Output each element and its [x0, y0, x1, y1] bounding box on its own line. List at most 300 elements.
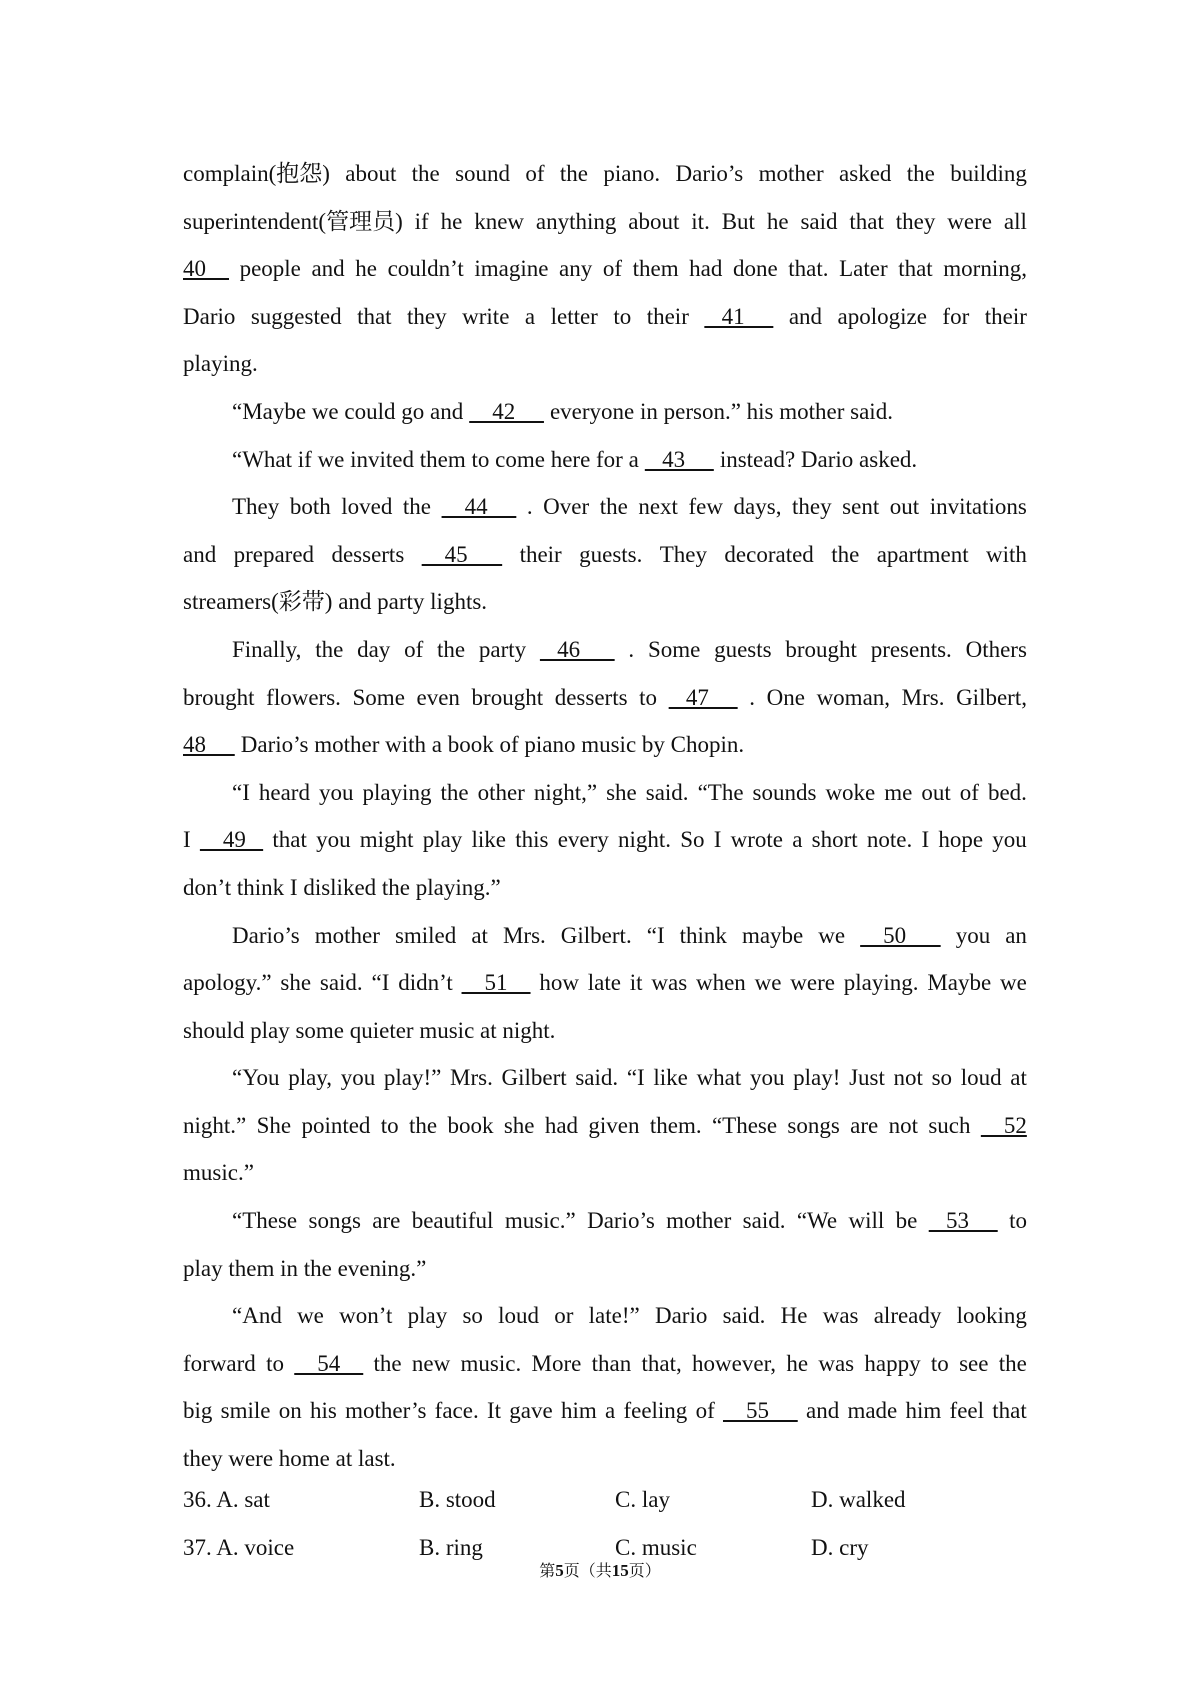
- footer-middle: 页（共: [563, 1561, 612, 1580]
- passage-word: decorated: [724, 541, 814, 567]
- passage-word: had: [544, 1112, 579, 1138]
- passage-word: other: [477, 779, 525, 805]
- passage-word: brought: [471, 684, 544, 710]
- passage-word: mother’s: [345, 1398, 427, 1424]
- passage-word: you: [340, 1065, 376, 1091]
- passage-word: it: [629, 970, 643, 996]
- answer-blank: 44: [441, 494, 517, 520]
- passage-word: the: [411, 161, 440, 186]
- passage-word: to: [930, 1350, 949, 1376]
- passage-word: to: [613, 303, 632, 329]
- passage-line: [183, 578, 1027, 626]
- passage-word: he: [355, 256, 377, 282]
- passage-word: they: [407, 303, 447, 329]
- passage-word: the: [409, 1112, 438, 1138]
- passage-word: are: [850, 1112, 879, 1138]
- passage-word: Finally,: [232, 636, 302, 662]
- passage-word: out: [889, 494, 920, 520]
- passage-word: hope: [938, 827, 984, 853]
- passage-word: Dario’s mother with a book of piano music by Chopin.: [240, 732, 745, 758]
- passage-word: night.: [617, 827, 672, 853]
- passage-word: the: [373, 1350, 402, 1376]
- passage-line: [183, 436, 1027, 484]
- passage-line: [183, 1197, 1027, 1245]
- answer-blank: 46: [539, 636, 615, 662]
- passage-word: for: [942, 303, 970, 329]
- passage-word: the: [315, 636, 344, 662]
- passage-line: [183, 340, 1027, 388]
- passage-word: with: [986, 541, 1027, 567]
- passage-word: “These: [232, 1208, 298, 1234]
- passage-word: on: [278, 1398, 302, 1424]
- passage-word: One: [766, 684, 805, 710]
- passage-word: were: [947, 208, 992, 234]
- passage-word: “And: [232, 1303, 282, 1329]
- passage-word: given: [588, 1112, 640, 1138]
- passage-word: Dario’s: [587, 1208, 655, 1234]
- passage-word: they: [792, 494, 832, 520]
- passage-word: play them in the evening.”: [183, 1255, 427, 1281]
- passage-word: him: [905, 1398, 942, 1424]
- passage-word: desserts: [331, 541, 405, 567]
- passage-word: to: [639, 684, 658, 710]
- passage-word: at: [1010, 1065, 1027, 1091]
- answer-blank: 54: [294, 1350, 364, 1376]
- passage-word: Others: [965, 636, 1027, 662]
- passage-word: she: [503, 1112, 535, 1138]
- passage-word: desserts: [554, 684, 628, 710]
- passage-word: “What if we invited them to come here for a: [232, 446, 639, 472]
- passage-word: brought: [183, 684, 255, 710]
- passage-word: Mrs.: [901, 684, 945, 710]
- passage-word: if: [414, 208, 429, 234]
- passage-word: not: [893, 1065, 923, 1091]
- passage-word: Maybe: [927, 970, 992, 996]
- passage-word: So: [680, 827, 705, 853]
- passage-word: letter: [550, 303, 598, 329]
- passage-line: [183, 483, 1027, 531]
- passage-word: She: [256, 1112, 292, 1138]
- passage-word: Dario’s: [232, 922, 300, 948]
- passage-word: they: [895, 208, 936, 234]
- passage-word: instead? Dario asked.: [719, 446, 918, 472]
- passage-word: playing: [362, 779, 432, 805]
- passage-line: [183, 1292, 1027, 1340]
- passage-line: [183, 1149, 1027, 1197]
- footer-page-number: 5: [555, 1561, 564, 1580]
- passage-word: people: [239, 256, 301, 282]
- passage-word: loud: [960, 1065, 1002, 1091]
- passage-word: short: [811, 827, 858, 853]
- passage-word: days,: [733, 494, 782, 520]
- passage-word: book: [447, 1112, 494, 1138]
- passage-line: [183, 816, 1027, 864]
- passage-word: loved: [341, 494, 393, 520]
- passage-word: don’t think I disliked the playing.”: [183, 874, 501, 900]
- passage-word: we: [818, 922, 846, 948]
- footer-total-pages: 15: [611, 1561, 629, 1580]
- passage-word: smiled: [394, 922, 457, 948]
- passage-word: of: [602, 256, 623, 282]
- passage-word: done: [732, 256, 778, 282]
- passage-word: mother: [758, 161, 824, 186]
- passage-word: Mrs.: [450, 1065, 493, 1091]
- passage-word: the: [559, 161, 588, 186]
- passage-word: brought: [785, 636, 857, 662]
- passage-word: their: [519, 541, 562, 567]
- passage-word: bed.: [987, 779, 1027, 805]
- option-row: [183, 1476, 1027, 1524]
- passage-word: we: [297, 1303, 324, 1329]
- passage-word: Dario’s: [675, 161, 744, 186]
- passage-word: so: [931, 1065, 953, 1091]
- passage-word: smile: [220, 1398, 271, 1424]
- passage-word: that.: [788, 256, 829, 282]
- passage-word: Dario: [183, 303, 236, 329]
- passage-word: like: [653, 1065, 688, 1091]
- passage-word: gave: [509, 1398, 553, 1424]
- passage-word: superintendent(管理员): [183, 208, 403, 234]
- passage-word: should play some quieter music at night.: [183, 1017, 556, 1043]
- passage-word: them.: [649, 1112, 702, 1138]
- passage-word: loud: [498, 1303, 540, 1329]
- passage-line: [183, 198, 1027, 246]
- passage-word: apologize: [837, 303, 927, 329]
- passage-word: such: [928, 1112, 971, 1138]
- option-d: D. walked: [811, 1487, 906, 1512]
- passage-word: any: [559, 256, 593, 282]
- passage-word: we: [754, 970, 782, 996]
- passage-word: I: [183, 827, 191, 853]
- passage-word: piano.: [603, 161, 661, 186]
- passage-word: “The: [697, 779, 744, 805]
- passage-line: [183, 1102, 1027, 1150]
- passage-word: They: [659, 541, 708, 567]
- passage-word: I: [921, 827, 930, 853]
- passage-word: late!”: [588, 1303, 640, 1329]
- passage-word: that: [992, 1398, 1027, 1424]
- passage-word: “I: [626, 1065, 645, 1091]
- passage-word: will: [848, 1208, 885, 1234]
- passage-word: guests.: [579, 541, 643, 567]
- passage-word: play!”: [383, 1065, 442, 1091]
- passage-word: all: [1003, 208, 1027, 234]
- passage-word: their: [984, 303, 1027, 329]
- passage-word: songs: [308, 1208, 361, 1234]
- passage-word: be: [895, 1208, 918, 1234]
- passage-word: “I: [371, 970, 390, 996]
- passage-word: that,: [641, 1350, 682, 1376]
- passage-word: it.: [691, 208, 710, 234]
- passage-word: are: [372, 1208, 401, 1234]
- passage-word: and: [805, 1398, 840, 1424]
- passage-word: were: [790, 970, 835, 996]
- passage-word: Gilbert: [501, 1065, 567, 1091]
- passage-word: you: [992, 827, 1027, 853]
- passage-word: morning,: [943, 256, 1027, 282]
- passage-word: that: [357, 303, 392, 329]
- passage-line: [183, 864, 1027, 912]
- passage-word: than: [591, 1350, 632, 1376]
- passage-line: [183, 769, 1027, 817]
- passage-word: see: [959, 1350, 989, 1376]
- passage-word: she: [606, 779, 637, 805]
- passage-word: They: [232, 494, 280, 520]
- passage-word: to: [1009, 1208, 1027, 1234]
- option-b: B. ring: [419, 1534, 483, 1560]
- answer-blank: 55: [722, 1398, 798, 1424]
- passage-word: It: [486, 1398, 502, 1424]
- passage-word: Just: [849, 1065, 885, 1091]
- passage-word: day: [357, 636, 391, 662]
- passage-line: [183, 674, 1027, 722]
- answer-blank: 51: [461, 970, 531, 996]
- passage-word: not: [888, 1112, 918, 1138]
- answer-blank: 42: [469, 398, 544, 424]
- passage-word: songs: [787, 1112, 840, 1138]
- passage-word: was: [822, 1303, 859, 1329]
- passage-word: the: [831, 541, 860, 567]
- answer-blank: 45: [421, 541, 503, 567]
- option-a: 37. A. voice: [183, 1534, 295, 1560]
- passage-word: this: [515, 827, 549, 853]
- passage-word: imagine: [474, 256, 549, 282]
- passage-word: said: [800, 208, 838, 234]
- passage-word: and: [311, 256, 345, 282]
- passage-word: “I: [646, 922, 665, 948]
- passage-word: you: [316, 827, 351, 853]
- passage-word: complain(抱怨): [183, 161, 330, 186]
- passage-word: so: [462, 1303, 483, 1329]
- passage-word: was: [818, 1350, 855, 1376]
- passage-word: asked: [839, 161, 892, 186]
- passage-line: [183, 959, 1027, 1007]
- passage-word: night.”: [183, 1112, 247, 1138]
- passage-line: [183, 150, 1027, 198]
- passage-word: a: [792, 827, 803, 853]
- passage-word: “Maybe we could go and: [232, 398, 464, 424]
- passage-line: [183, 1245, 1027, 1293]
- passage-word: sent: [842, 494, 880, 520]
- passage-word: both: [289, 494, 331, 520]
- passage-word: made: [847, 1398, 898, 1424]
- passage-word: “These: [711, 1112, 778, 1138]
- passage-word: heard: [258, 779, 310, 805]
- passage-word: about: [345, 161, 397, 186]
- passage-word: didn’t: [398, 970, 453, 996]
- answer-blank: 49: [199, 827, 264, 853]
- passage-word: you: [749, 1065, 785, 1091]
- answer-blank: 40: [183, 256, 229, 282]
- passage-word: play: [422, 827, 463, 853]
- passage-word: said.: [722, 1303, 766, 1329]
- passage-word: sound: [455, 161, 511, 186]
- passage-word: of: [959, 779, 979, 805]
- passage-word: big: [183, 1398, 213, 1424]
- passage-word: about: [628, 208, 680, 234]
- passage-word: a: [524, 303, 536, 329]
- passage-word: said.: [575, 1065, 619, 1091]
- passage-word: beautiful: [411, 1208, 494, 1234]
- passage-word: a: [604, 1398, 616, 1424]
- passage-word: .: [749, 684, 756, 710]
- passage-word: flowers.: [266, 684, 341, 710]
- passage-word: Gilbert,: [956, 684, 1027, 710]
- passage-word: them: [632, 256, 679, 282]
- passage-word: Mrs.: [502, 922, 546, 948]
- passage-word: looking: [956, 1303, 1027, 1329]
- passage-word: at: [471, 922, 488, 948]
- passage-word: couldn’t: [387, 256, 464, 282]
- passage-line: [183, 1387, 1027, 1435]
- passage-word: woman,: [816, 684, 891, 710]
- passage-word: play!: [793, 1065, 841, 1091]
- option-c: C. music: [615, 1534, 697, 1560]
- option-d: D. cry: [811, 1534, 869, 1560]
- passage-word: we: [1000, 970, 1027, 996]
- passage-word: the: [599, 494, 628, 520]
- passage-word: was: [651, 970, 688, 996]
- passage-word: Some: [647, 636, 701, 662]
- passage-word: playing.: [183, 351, 258, 377]
- passage-word: pointed: [301, 1112, 371, 1138]
- passage-word: and: [788, 303, 823, 329]
- option-a: 36. A. sat: [183, 1487, 270, 1512]
- passage-word: music.: [460, 1350, 522, 1376]
- passage-word: play,: [288, 1065, 333, 1091]
- passage-word: even: [416, 684, 460, 710]
- passage-word: .: [526, 494, 533, 520]
- passage-word: late: [587, 970, 621, 996]
- answer-blank: 53: [928, 1208, 998, 1234]
- passage-word: their: [646, 303, 689, 329]
- passage-word: sounds: [752, 779, 817, 805]
- passage-word: his: [309, 1398, 337, 1424]
- passage-word: apartment: [876, 541, 969, 567]
- passage-word: happy: [864, 1350, 921, 1376]
- passage-word: Later: [839, 256, 888, 282]
- passage-line: [183, 1007, 1027, 1055]
- passage-word: already: [873, 1303, 942, 1329]
- passage-word: the: [906, 161, 935, 186]
- passage-word: Dario: [654, 1303, 708, 1329]
- passage-word: feel: [949, 1398, 985, 1424]
- passage-word: .: [628, 636, 635, 662]
- passage-line: [183, 1054, 1027, 1102]
- passage-word: the: [437, 636, 466, 662]
- passage-word: feeling: [623, 1398, 688, 1424]
- passage-word: anything: [535, 208, 617, 234]
- passage-word: next: [638, 494, 678, 520]
- passage-word: Over: [543, 494, 590, 520]
- passage-word: or: [554, 1303, 574, 1329]
- passage-word: he: [440, 208, 463, 234]
- passage-word: Some: [352, 684, 405, 710]
- answer-blank: 43: [644, 446, 714, 472]
- answer-blank: 47: [668, 684, 738, 710]
- passage-word: party: [478, 636, 527, 662]
- passage-word: Gilbert.: [560, 922, 632, 948]
- passage-word: of: [695, 1398, 715, 1424]
- passage-word: might: [359, 827, 414, 853]
- passage-word: prepared: [233, 541, 315, 567]
- passage-word: of: [525, 161, 545, 186]
- passage-line: [183, 245, 1027, 293]
- passage-word: apology.”: [183, 970, 272, 996]
- cloze-passage: [183, 150, 1027, 1483]
- passage-word: More: [531, 1350, 582, 1376]
- passage-word: music.”: [504, 1208, 576, 1234]
- passage-word: building: [950, 161, 1027, 186]
- passage-word: had: [689, 256, 723, 282]
- passage-word: woke: [825, 779, 876, 805]
- passage-word: like: [471, 827, 507, 853]
- passage-line: [183, 626, 1027, 674]
- passage-word: the: [402, 494, 432, 520]
- passage-word: he: [786, 1350, 809, 1376]
- passage-word: that: [849, 208, 884, 234]
- passage-word: you: [955, 922, 991, 948]
- passage-word: But: [721, 208, 755, 234]
- passage-word: maybe: [741, 922, 804, 948]
- passage-line: [183, 531, 1027, 579]
- passage-word: the: [440, 779, 469, 805]
- option-c: C. lay: [615, 1487, 670, 1512]
- passage-word: an: [1005, 922, 1027, 948]
- passage-word: suggested: [250, 303, 342, 329]
- passage-word: streamers(彩带) and party lights.: [183, 589, 488, 615]
- passage-word: He: [780, 1303, 808, 1329]
- passage-word: guests: [714, 636, 772, 662]
- passage-word: every: [557, 827, 609, 853]
- passage-word: however,: [692, 1350, 777, 1376]
- passage-word: few: [688, 494, 723, 520]
- passage-word: note.: [866, 827, 913, 853]
- passage-line: [183, 388, 1027, 436]
- passage-word: he: [766, 208, 789, 234]
- passage-line: [183, 1340, 1027, 1388]
- passage-word: that: [272, 827, 307, 853]
- passage-word: to: [266, 1350, 284, 1376]
- passage-word: him: [560, 1398, 597, 1424]
- passage-word: “You: [232, 1065, 280, 1091]
- passage-word: the: [998, 1350, 1027, 1376]
- answer-blank: 41: [704, 303, 774, 329]
- passage-word: “I: [232, 779, 250, 805]
- passage-word: “We: [796, 1208, 838, 1234]
- passage-word: new: [411, 1350, 451, 1376]
- passage-word: said.: [645, 779, 689, 805]
- footer-suffix: 页）: [628, 1561, 661, 1580]
- passage-word: think: [679, 922, 727, 948]
- passage-word: said.: [319, 970, 363, 996]
- passage-word: face.: [434, 1398, 479, 1424]
- passage-word: invitations: [929, 494, 1027, 520]
- passage-word: night,”: [533, 779, 598, 805]
- passage-word: play: [407, 1303, 448, 1329]
- passage-word: everyone in person.” his mother said.: [549, 398, 893, 424]
- passage-word: write: [462, 303, 510, 329]
- passage-word: knew: [474, 208, 525, 234]
- passage-word: me: [884, 779, 913, 805]
- passage-line: [183, 912, 1027, 960]
- page-footer: [0, 1558, 1200, 1581]
- passage-word: what: [696, 1065, 742, 1091]
- passage-word: they were home at last.: [183, 1446, 396, 1472]
- passage-word: music.”: [183, 1160, 254, 1186]
- passage-word: playing.: [843, 970, 919, 996]
- option-b: B. stood: [419, 1487, 496, 1512]
